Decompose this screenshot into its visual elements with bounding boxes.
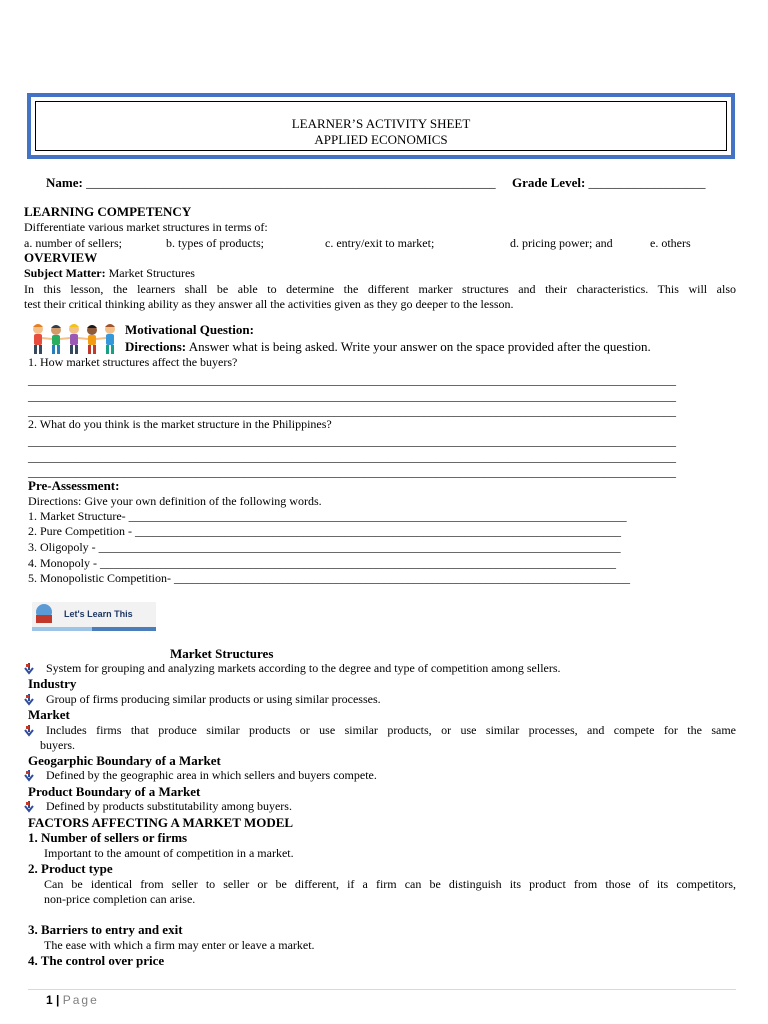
lets-learn-label: Let's Learn This	[64, 609, 133, 619]
lets-learn-banner	[32, 600, 156, 632]
grade-row	[512, 175, 706, 191]
motivation-directions-label: Directions:	[125, 339, 187, 354]
factor-2-line1: Can be identical from seller to seller or be different, if a firm can be distinguish its product from those of its competitors,	[44, 877, 736, 891]
sheet-title: LEARNER’S ACTIVITY SHEET	[291, 116, 471, 131]
factor-3-heading: 3. Barriers to entry and exit	[28, 922, 183, 937]
bullet-arrow-icon	[24, 725, 34, 737]
competency-heading: LEARNING COMPETENCY	[24, 204, 192, 219]
overview-heading: OVERVIEW	[24, 250, 98, 265]
pre-assessment-item[interactable]: 4. Monopoly - ______________________________________________________________________________________	[28, 556, 616, 570]
factors-heading: FACTORS AFFECTING A MARKET MODEL	[28, 815, 294, 830]
answer-line-q2-3[interactable]: ____________________________________________________________________________________________________________	[28, 465, 676, 479]
competency-item-e: e. others	[650, 236, 691, 250]
motivation-heading: Motivational Question:	[125, 322, 254, 337]
answer-line-q2-1[interactable]: ____________________________________________________________________________________________________________	[28, 434, 676, 448]
bullet-arrow-icon	[24, 694, 34, 706]
factor-2-line2: non-price completion can arise.	[44, 892, 196, 906]
subject-title: APPLIED ECONOMICS	[314, 132, 448, 147]
grade-label: Grade Level:	[512, 175, 586, 190]
competency-intro: Differentiate various market structures in terms of:	[24, 220, 268, 234]
intro-bullet-text: System for grouping and analyzing markets according to the degree and type of competition among sellers.	[46, 661, 561, 675]
question-1: 1. How market structures affect the buyers?	[28, 355, 238, 369]
answer-line-q2-2[interactable]: ____________________________________________________________________________________________________________	[28, 450, 676, 464]
grade-field[interactable]: __________________	[588, 175, 706, 190]
subject-matter	[24, 266, 195, 281]
factor-1-heading: 1. Number of sellers or firms	[28, 830, 188, 845]
bullet-arrow-icon	[24, 801, 34, 813]
subject-matter-value: Market Structures	[108, 266, 195, 280]
geographic-bullet-text: Defined by the geographic area in which sellers and buyers compete.	[46, 768, 377, 782]
page-number: 1	[46, 993, 53, 1007]
answer-line-q1-2[interactable]: ____________________________________________________________________________________________________________	[28, 389, 676, 403]
title-inner-frame	[35, 101, 727, 151]
subject-matter-label: Subject Matter:	[24, 266, 106, 280]
question-2: 2. What do you think is the market structure in the Philippines?	[28, 417, 332, 431]
geographic-heading: Geogarphic Boundary of a Market	[28, 753, 221, 768]
page-separator: |	[56, 993, 60, 1007]
competency-item-c: c. entry/exit to market;	[325, 236, 435, 250]
overview-paragraph-line2: test their critical thinking ability as they answer all the activities given as they go deeper to the lesson.	[24, 297, 514, 311]
pre-assessment-heading: Pre-Assessment:	[28, 478, 120, 493]
bullet-arrow-icon	[24, 770, 34, 782]
factor-2-heading: 2. Product type	[28, 861, 113, 876]
answer-line-q1-3[interactable]: ____________________________________________________________________________________________________________	[28, 404, 676, 418]
name-label: Name:	[46, 175, 83, 190]
market-bullet-line1: Includes firms that produce similar products or use similar products, or use similar processes, and compete for the same	[46, 723, 736, 737]
motivation-directions-text: Answer what is being asked. Write your answer on the space provided after the question.	[188, 339, 651, 354]
footer-divider	[28, 989, 736, 990]
factor-1-text: Important to the amount of competition in a market.	[44, 846, 294, 860]
competency-item-a: a. number of sellers;	[24, 236, 122, 250]
factor-4-heading: 4. The control over price	[28, 953, 165, 968]
market-bullet-line2: buyers.	[40, 738, 75, 752]
product-boundary-bullet-text: Defined by products substitutability among buyers.	[46, 799, 292, 813]
competency-item-d: d. pricing power; and	[510, 236, 613, 250]
factor-3-text: The ease with which a firm may enter or leave a market.	[44, 938, 315, 952]
page-word: Page	[62, 993, 99, 1007]
pre-assessment-item[interactable]: 3. Oligopoly - _______________________________________________________________________________________	[28, 540, 621, 554]
competency-item-b: b. types of products;	[166, 236, 264, 250]
answer-line-q1-1[interactable]: ____________________________________________________________________________________________________________	[28, 373, 676, 387]
market-heading: Market	[28, 707, 70, 722]
bullet-arrow-icon	[24, 663, 34, 675]
industry-heading: Industry	[28, 676, 77, 691]
pre-assessment-item[interactable]: 2. Pure Competition - _________________________________________________________________________________	[28, 524, 621, 538]
overview-paragraph-line1: In this lesson, the learners shall be able to determine the different marker structures and their characteristics. This will also	[24, 282, 736, 296]
pre-assessment-item[interactable]: 1. Market Structure- ___________________________________________________________________________________	[28, 509, 627, 523]
industry-bullet-text: Group of firms producing similar products or using similar processes.	[46, 692, 381, 706]
title-box	[27, 93, 735, 159]
product-boundary-heading: Product Boundary of a Market	[28, 784, 201, 799]
motivation-directions	[125, 339, 651, 355]
pre-assessment-directions: Directions: Give your own definition of the following words.	[28, 494, 322, 508]
pre-assessment-item[interactable]: 5. Monopolistic Competition- ____________________________________________________________________________	[28, 571, 630, 585]
lesson-title: Market Structures	[170, 646, 274, 661]
page-footer	[46, 993, 99, 1007]
children-clipart-icon	[28, 322, 122, 356]
name-row	[46, 175, 496, 191]
name-field[interactable]: _______________________________________________________________	[86, 175, 496, 190]
